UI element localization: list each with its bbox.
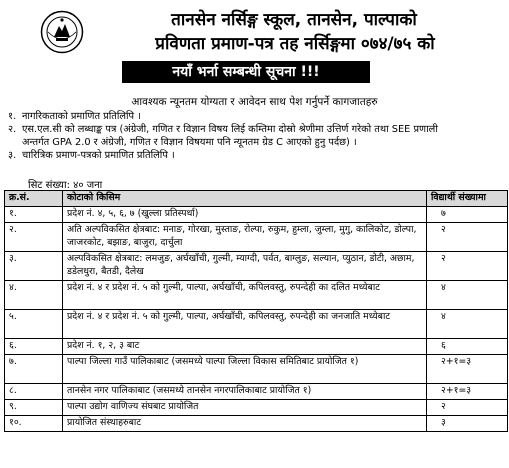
admission-notice-banner: नयाँ भर्ना सम्बन्धी सूचना !!!	[122, 61, 370, 83]
row-serial: ९.	[5, 400, 63, 416]
row-quota-type: अति अल्पविकसित क्षेत्रबाट: मनाङ, गोरखा, मुस्ताङ, रोल्पा, रुकुम, हुम्ला, जुम्ला, मुगु, कालिकोट, डोल्पा, जाजरकोट, बझाङ, बाजुरा, दार्चुला	[63, 223, 427, 252]
header-quota-type: कोटाको किसिम	[63, 191, 427, 207]
row-quota-type: अल्पविकसित क्षेत्रबाट: लमजुङ, अर्घखाँची, गुल्मी, म्याग्दी, पर्वत, बाग्लुङ, सल्यान, प्युठान, डोटी, अछाम, डडेलधुरा, बैतडी, दैलेख	[63, 252, 427, 281]
row-quota-type: प्रदेश नं. ४ र प्रदेश नं. ५ को गुल्मी, पाल्पा, अर्घखाँची, कपिलवस्तु, रुपन्देही का जनजाति मध्येबाट	[63, 310, 427, 339]
table-row	[5, 252, 508, 281]
course-title: प्रविणता प्रमाण-पत्र तह नर्सिङ्गमा ०७४/७५ को	[155, 34, 435, 54]
requirement-text: चारित्रिक प्रमाण-पत्रको प्रमाणित प्रतिलिपि ।	[22, 150, 175, 161]
row-count: २	[427, 400, 508, 416]
table-row	[5, 223, 508, 252]
row-serial: १०.	[5, 416, 63, 432]
row-count: २	[427, 252, 508, 281]
requirement-number: २.	[8, 124, 17, 135]
row-count: ७	[427, 207, 508, 223]
row-serial: ३.	[5, 252, 63, 281]
quota-table	[4, 190, 508, 432]
table-row	[5, 400, 508, 416]
row-quota-type: प्रदेश नं. ४ र प्रदेश नं. ५ को गुल्मी, पाल्पा, अर्घखाँची, कपिलवस्तु, रुपन्देही का दलित मध्येबाट	[63, 281, 427, 310]
requirement-text: अन्तर्गत GPA 2.0 र अंग्रेजी, गणित र विज्ञान विषयमा पनि न्यूनतम ग्रेड C आएको हुनु पर्दछ) ।	[22, 137, 357, 148]
row-serial: ४.	[5, 281, 63, 310]
notice-header	[0, 0, 509, 92]
header-serial: क्र.सं.	[5, 191, 63, 207]
table-row	[5, 384, 508, 400]
row-serial: ८.	[5, 384, 63, 400]
table-row	[5, 310, 508, 339]
requirement-item	[8, 110, 504, 123]
row-quota-type: पाल्पा उद्योग वाणिज्य संघबाट प्रायोजित	[63, 400, 427, 416]
table-row	[5, 339, 508, 355]
requirement-item	[8, 123, 504, 136]
row-quota-type: तानसेन नगर पालिकाबाट (जसमध्ये तानसेन नगरपालिकाबाट प्रायोजित १)	[63, 384, 427, 400]
requirement-item	[8, 149, 504, 162]
row-serial: १.	[5, 207, 63, 223]
row-count: ४	[427, 281, 508, 310]
nepal-government-emblem-icon	[40, 10, 84, 54]
row-quota-type: पाल्पा जिल्ला गाउँ पालिकाबाट (जसमध्ये पाल्पा जिल्ला विकास समितिबाट प्रायोजित १)	[63, 355, 427, 384]
row-serial: ५.	[5, 310, 63, 339]
table-row	[5, 355, 508, 384]
table-row	[5, 281, 508, 310]
row-count: ६	[427, 339, 508, 355]
seat-count: सिट संख्या: ४० जना	[28, 180, 103, 191]
requirement-text: नागरिकताको प्रमाणित प्रतिलिपि ।	[22, 111, 141, 122]
row-serial: २.	[5, 223, 63, 252]
row-count: २+१=३	[427, 355, 508, 384]
row-count: ३	[427, 416, 508, 432]
row-serial: ६.	[5, 339, 63, 355]
requirement-item-continued	[8, 136, 504, 149]
requirements-heading: आवश्यक न्यूनतम योग्यता र आवेदन साथ पेश गर्नुपर्ने कागजातहरु	[131, 96, 378, 108]
table-row	[5, 416, 508, 432]
row-count: २+१=३	[427, 384, 508, 400]
requirement-text: एस.एल.सी को लब्धाङ्क पत्र (अंग्रेजी, गणित र विज्ञान विषय लिई कम्तिमा दोस्रो श्रेणीमा उत्तिर्ण गरेको तथा SEE प्रणाली	[22, 124, 438, 135]
header-student-count: विद्यार्थी संख्यामा	[427, 191, 508, 207]
row-quota-type: प्रायोजित संस्थाहरुबाट	[63, 416, 427, 432]
row-quota-type: प्रदेश नं. १, २, ३ बाट	[63, 339, 427, 355]
table-row	[5, 207, 508, 223]
table-header-row	[5, 191, 508, 207]
requirement-number: ३.	[8, 150, 17, 161]
row-quota-type: प्रदेश नं. ४, ५, ६, ७ (खुल्ला प्रतिस्पर्धा)	[63, 207, 427, 223]
row-count: २	[427, 223, 508, 252]
requirements-list	[8, 110, 504, 162]
row-count: ४	[427, 310, 508, 339]
row-serial: ७.	[5, 355, 63, 384]
requirement-number: १.	[8, 111, 17, 122]
school-title: तानसेन नर्सिङ्ग स्कूल, तानसेन, पाल्पाको	[171, 10, 417, 30]
